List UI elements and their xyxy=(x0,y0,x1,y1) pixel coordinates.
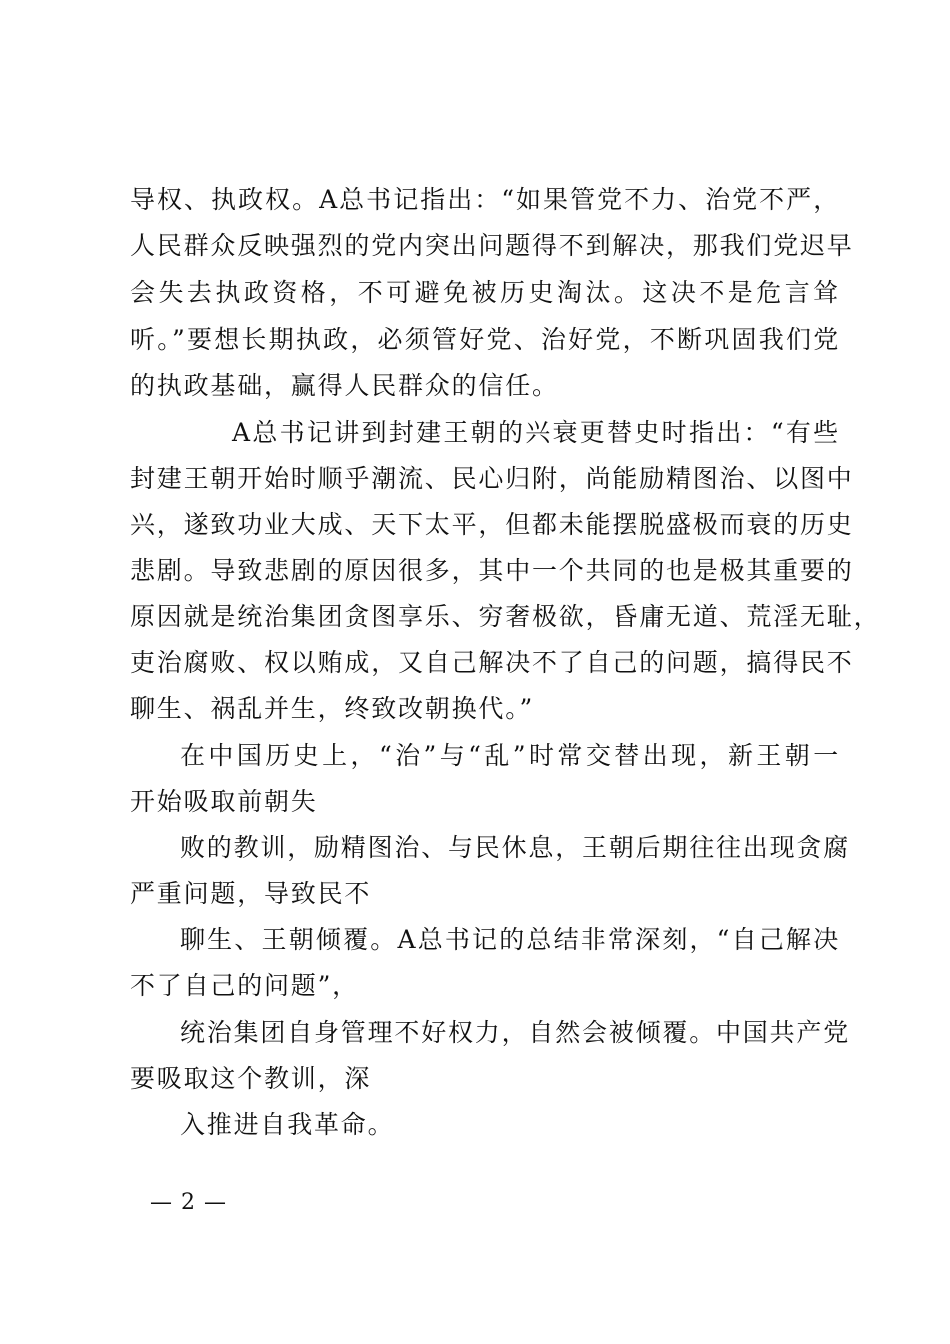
text-line: 悲剧。导致悲剧的原因很多，其中一个共同的也是极其重要的 xyxy=(130,556,854,585)
text-line: 会失去执政资格，不可避免被历史淘汰。这决不是危言耸 xyxy=(130,278,840,307)
page-number: — 2 — xyxy=(150,1190,227,1215)
text-line: 要吸取这个教训，深 xyxy=(130,1064,372,1093)
text-line: 入推进自我革命。 xyxy=(180,1110,395,1139)
text-line: A总书记讲到封建王朝的兴衰更替史时指出：“有些 xyxy=(232,418,840,447)
text-line: 聊生、祸乱并生，终致改朝换代。” xyxy=(130,694,535,723)
text-line: 兴，遂致功业大成、天下太平，但都未能摆脱盛极而衰的历史 xyxy=(130,510,854,539)
text-line: 败的教训，励精图治、与民休息，王朝后期往往出现贪腐 xyxy=(180,833,851,862)
text-line: 原因就是统治集团贪图享乐、穷奢极欲，昏庸无道、荒淫无耻， xyxy=(130,602,881,631)
text-line: 统治集团自身管理不好权力，自然会被倾覆。中国共产党 xyxy=(180,1018,851,1047)
text-line: 封建王朝开始时顺乎潮流、民心归附，尚能励精图治、以图中 xyxy=(130,464,854,493)
text-line: 听。”要想长期执政，必须管好党、治好党，不断巩固我们党 xyxy=(130,325,840,354)
text-line: 在中国历史上，“治”与“乱”时常交替出现，新王朝一 xyxy=(180,741,840,770)
text-line: 人民群众反映强烈的党内突出问题得不到解决，那我们党迟早 xyxy=(130,231,854,260)
text-line: 开始吸取前朝失 xyxy=(130,787,318,816)
text-line: 不了自己的问题”， xyxy=(130,971,359,1000)
text-line: 聊生、王朝倾覆。A总书记的总结非常深刻，“自己解决 xyxy=(180,925,840,954)
text-line: 导权、执政权。A总书记指出：“如果管党不力、治党不严， xyxy=(130,185,840,214)
text-line: 的执政基础，赢得人民群众的信任。 xyxy=(130,371,559,400)
text-line: 吏治腐败、权以贿成，又自己解决不了自己的问题，搞得民不 xyxy=(130,648,854,677)
text-line: 严重问题，导致民不 xyxy=(130,879,372,908)
